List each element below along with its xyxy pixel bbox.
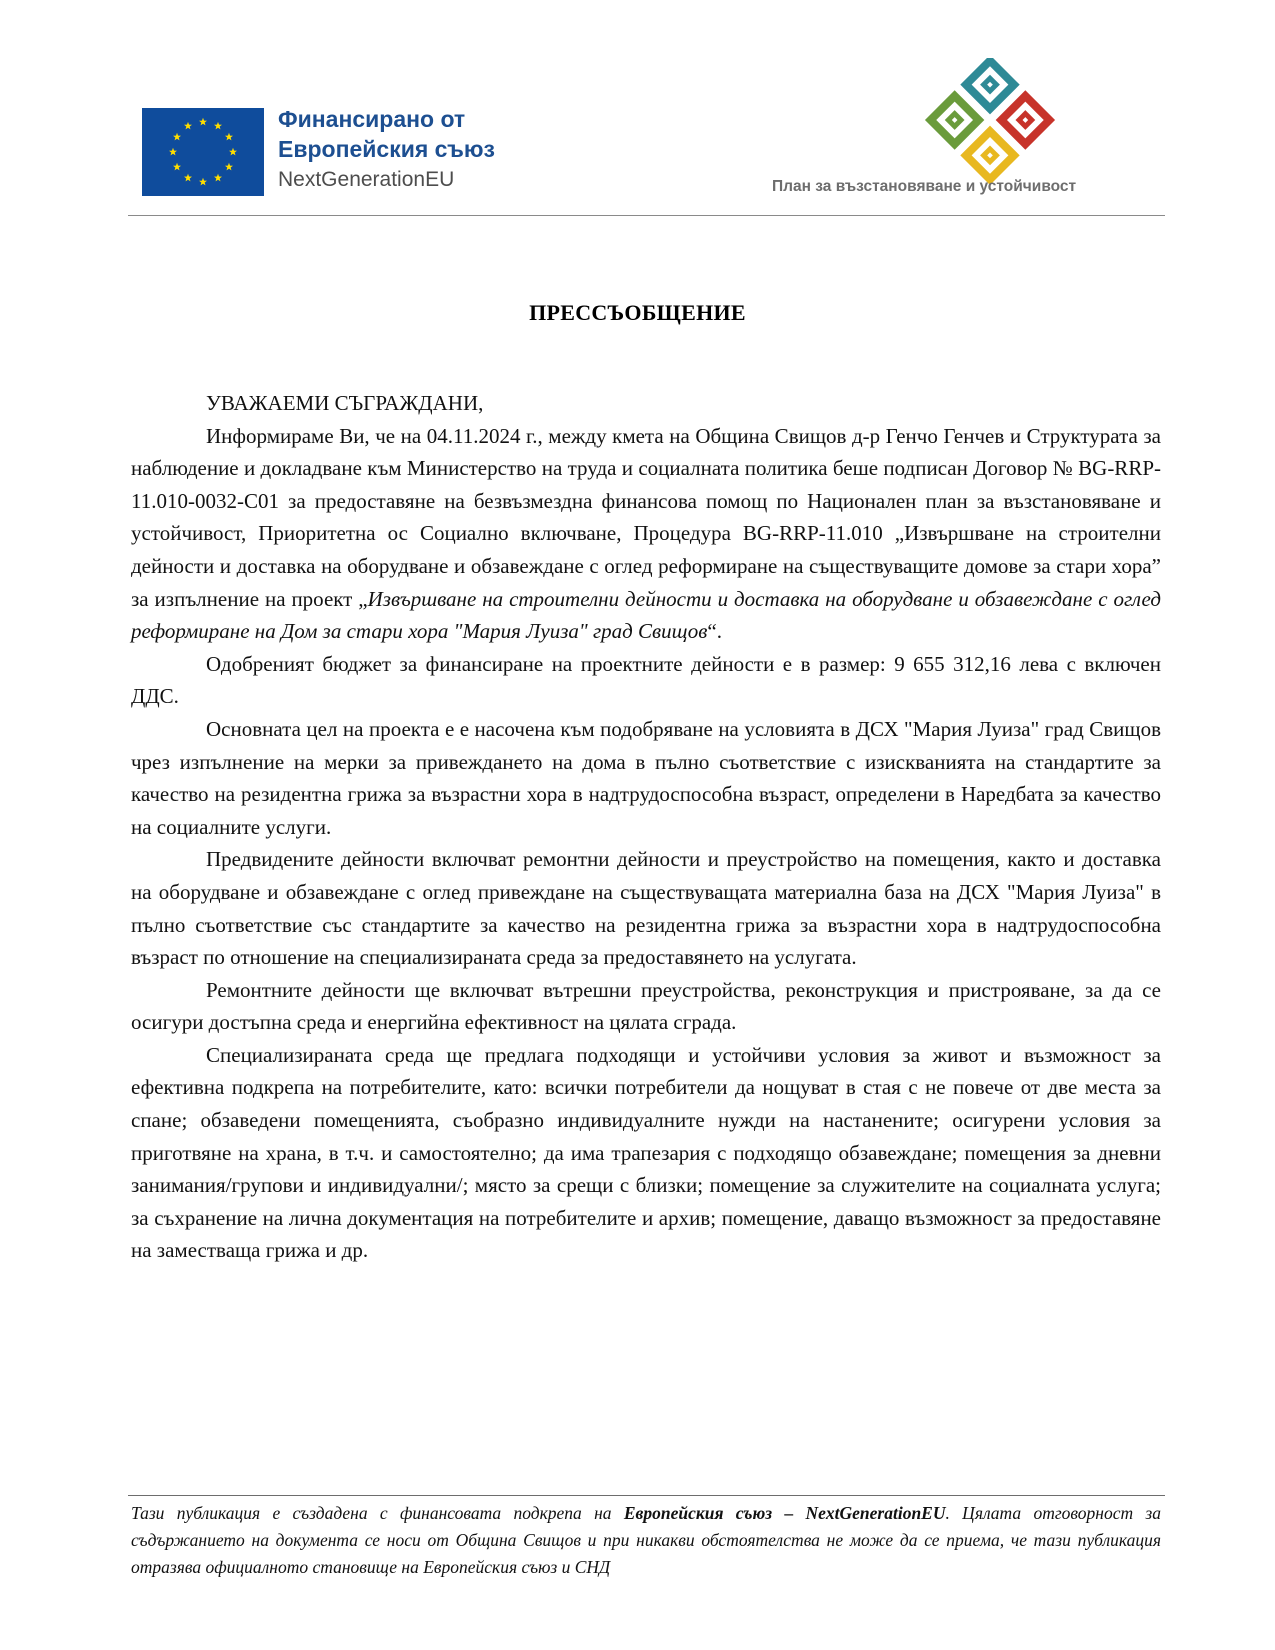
- page-header: [130, 98, 1165, 218]
- paragraph-contract: [131, 420, 1161, 648]
- eu-star-icon: [173, 163, 181, 171]
- eu-star-icon: [184, 122, 192, 130]
- header-divider: [128, 215, 1165, 216]
- recovery-plan-caption: План за възстановяване и устойчивост: [772, 178, 1077, 195]
- eu-star-icon: [173, 133, 181, 141]
- eu-funding-line1: Финансирано от: [278, 106, 466, 132]
- eu-star-icon: [225, 133, 233, 141]
- page-footer: [131, 1500, 1161, 1581]
- paragraph-budget: Одобреният бюджет за финансиране на проектните дейности е в размер: 9 655 312,16 лева с включен ДДС.: [131, 651, 1161, 709]
- eu-star-icon: [229, 148, 237, 156]
- project-title: Извършване на строителни дейности и доставка на оборудване и обзавеждане с оглед реформиране на Дом за стари хора "Мария Луиза" град Свищов: [131, 586, 1161, 644]
- footer-text-start: Тази публикация е създадена с финансовата подкрепа на: [131, 1503, 624, 1523]
- paragraph-activities: Предвидените дейности включват ремонтни дейности и преустройство на помещения, както и доставка на оборудване и обзавеждане с оглед привеждане на съществуващата материална база на ДСХ "Мария Луиза" в пълно съответствие със стандартите за качество на резидентна грижа за възрастни хора в надтрудоспособна възраст по отношение на специализираната среда за предоставянето на услугата.: [131, 847, 1161, 970]
- eu-star-icon: [214, 122, 222, 130]
- salutation: УВАЖАЕМИ СЪГРАЖДАНИ,: [206, 391, 484, 415]
- paragraph-contract-end: “.: [707, 619, 722, 644]
- footer-divider: [128, 1495, 1165, 1496]
- footer-text-end: . Цялата отговорност за съдържанието на документа се носи от Община Свищов и при никакви обстоятелства не може да се приема, че тази публикация отразява официалното становище на Европейския съюз и СНД: [131, 1503, 1162, 1577]
- paragraph-environment: Специализираната среда ще предлага подходящи и устойчиви условия за живот и възможност за ефективна подкрепа на потребителите, като: всички потребители да нощуват в стая с не повече от две места за спане; обзаведени помещенията, съобразно индивидуалните нужди на настанените; осигурени условия за приготвяне на храна, в т.ч. и самостоятелно; да има трапезария с подходящо обзавеждане; помещения за дневни занимания/групови и индивидуални/; място за срещи с близки; помещение за служителите на социалната услуга; за съхранение на лична документация на потребителите и архив; помещение, даващо възможност за предоставяне на заместваща грижа и др.: [131, 1042, 1161, 1263]
- eu-funding-line2: Европейския съюз: [278, 136, 495, 162]
- eu-star-icon: [184, 174, 192, 182]
- eu-funding-label: [278, 104, 495, 196]
- eu-star-icon: [199, 178, 207, 186]
- eu-star-icon: [225, 163, 233, 171]
- eu-funding-line3: NextGenerationEU: [278, 168, 455, 191]
- page-title: ПРЕССЪОБЩЕНИЕ: [529, 300, 746, 325]
- paragraph-goal: Основната цел на проекта е е насочена към подобряване на условията в ДСХ "Мария Луиза" град Свищов чрез изпълнение на мерки за привеждането на дома в пълно съответствие с изискванията на стандартите за качество на резидентна грижа за възрастни хора в надтрудоспособна възраст, определени в Наредбата за качество на социалните услуги.: [131, 716, 1161, 839]
- paragraph-renovation: Ремонтните дейности ще включват вътрешни преустройства, реконструкция и пристрояване, за да се осигури достъпна среда и енергийна ефективност на цялата сграда.: [131, 977, 1161, 1035]
- eu-flag-logo: [142, 108, 264, 196]
- eu-star-icon: [199, 118, 207, 126]
- press-release-body: [131, 387, 1161, 1267]
- paragraph-contract-text: Информираме Ви, че на 04.11.2024 г., между кмета на Община Свищов д-р Генчо Генчев и Структурата за наблюдение и докладване към Министерство на труда и социалната политика беше подписан Договор № BG-RRP-11.010-0032-C01 за предоставяне на безвъзмездна финансова помощ по Национален план за възстановяване и устойчивост, Приоритетна ос Социално включване, Процедура BG-RRP-11.010 „Извършване на строителни дейности и доставка на оборудване и обзавеждане с оглед реформиране на съществуващите домове за стари хора” за изпълнение на проект „: [131, 423, 1161, 611]
- footer-bold: Европейския съюз – NextGenerationEU: [623, 1503, 946, 1523]
- eu-star-icon: [169, 148, 177, 156]
- eu-star-icon: [214, 174, 222, 182]
